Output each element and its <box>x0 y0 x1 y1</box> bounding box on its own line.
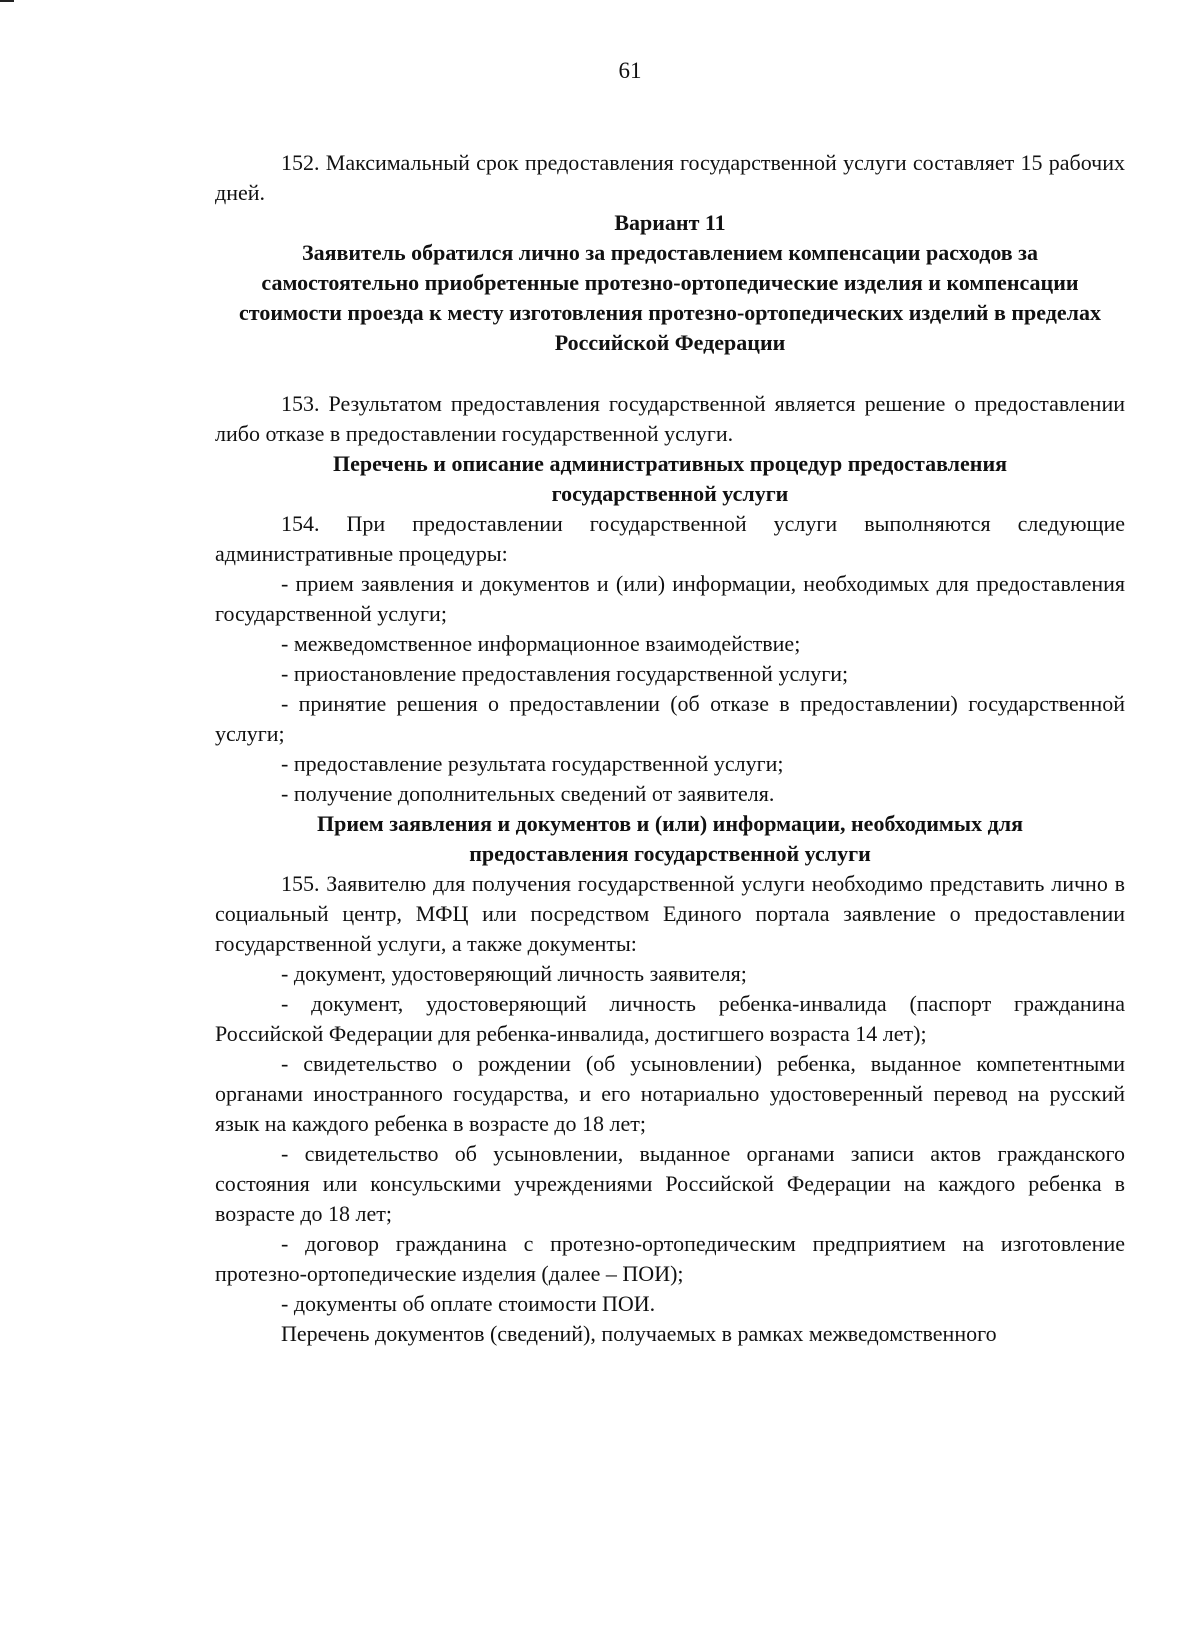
paragraph-153: 153. Результатом предоставления государственной является решение о предоставлении либо отказе в предоставлении государственной услуги. <box>215 391 1125 446</box>
page-number: 61 <box>618 58 642 83</box>
paragraph-154: 154. При предоставлении государственной услуги выполняются следующие административные процедуры: <box>215 511 1125 566</box>
variant-title: Заявитель обратился лично за предоставлением компенсации расходов за самостоятельно приобретенные протезно-ортопедические изделия и компенсации стоимости проезда к месту изготовления протезно-ортопедических изделий в пределах Российской Федерации <box>239 240 1101 355</box>
paragraph-155: 155. Заявителю для получения государственной услуги необходимо представить лично в социальный центр, МФЦ или посредством Единого портала заявление о предоставлении государственной услуги, а также документы: <box>215 871 1125 956</box>
corner-mark <box>0 0 14 2</box>
procedure-item: - прием заявления и документов и (или) информации, необходимых для предоставления государственной услуги; <box>215 571 1125 626</box>
paragraph-152: 152. Максимальный срок предоставления государственной услуги составляет 15 рабочих дней. <box>215 150 1125 205</box>
document-item: - договор гражданина с протезно-ортопедическим предприятием на изготовление протезно-ортопедические изделия (далее – ПОИ); <box>215 1231 1125 1286</box>
variant-heading: Вариант 11 <box>614 210 726 235</box>
procedure-item: - приостановление предоставления государственной услуги; <box>281 661 849 686</box>
document-item: - свидетельство об усыновлении, выданное органами записи актов гражданского состояния или консульскими учреждениями Российской Федерации на каждого ребенка в возрасте до 18 лет; <box>215 1141 1125 1226</box>
paragraph-last: Перечень документов (сведений), получаемых в рамках межведомственного <box>281 1321 997 1346</box>
procedure-item: - принятие решения о предоставлении (об отказе в предоставлении) государственной услуги; <box>215 691 1125 746</box>
procedure-item: - получение дополнительных сведений от заявителя. <box>281 781 775 806</box>
document-item: - документ, удостоверяющий личность ребенка-инвалида (паспорт гражданина Российской Федерации для ребенка-инвалида, достигшего возраста 14 лет); <box>215 991 1125 1046</box>
document-body <box>215 148 1125 1349</box>
document-item: - свидетельство о рождении (об усыновлении) ребенка, выданное компетентными органами иностранного государства, и его нотариально удостоверенный перевод на русский язык на каждого ребенка в возрасте до 18 лет; <box>215 1051 1125 1136</box>
procedure-item: - предоставление результата государственной услуги; <box>281 751 784 776</box>
document-item: - документ, удостоверяющий личность заявителя; <box>281 961 747 986</box>
procedure-item: - межведомственное информационное взаимодействие; <box>281 631 801 656</box>
document-item: - документы об оплате стоимости ПОИ. <box>281 1291 656 1316</box>
reception-heading: Прием заявления и документов и (или) информации, необходимых для предоставления государственной услуги <box>317 811 1023 866</box>
procedures-heading: Перечень и описание административных процедур предоставления государственной услуги <box>332 451 1008 506</box>
